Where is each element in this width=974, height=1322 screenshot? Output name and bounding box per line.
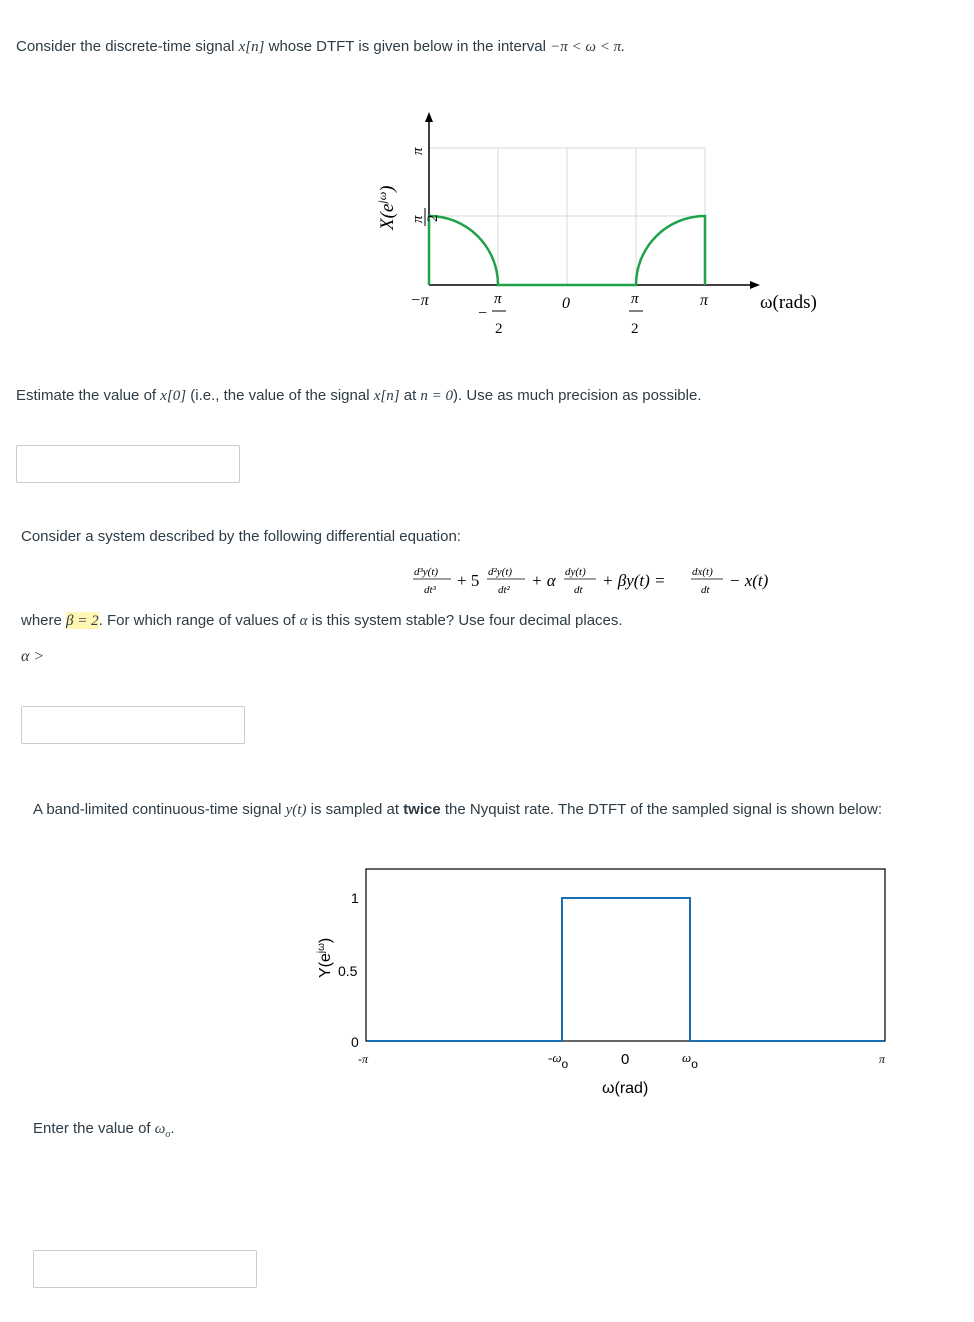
xtick-neg-pi-half: [478, 291, 506, 337]
beta-highlight: β = 2: [66, 613, 99, 629]
yaxis-arrow-icon: [425, 112, 433, 122]
y-chart-xlabel: ω(rad): [602, 1080, 649, 1097]
svg-text:+ 5: + 5: [457, 571, 480, 590]
dtft-x-chart: [0, 0, 974, 350]
xtick-neg-pi: -π: [358, 1052, 369, 1066]
svg-text:d³y(t): d³y(t): [414, 566, 439, 578]
x0-answer-input[interactable]: [16, 445, 240, 483]
svg-text:+ βy(t) =: + βy(t) =: [602, 571, 666, 590]
xtick-zero: 0: [562, 295, 570, 312]
svg-text:dt: dt: [574, 584, 583, 596]
differential-equation: [405, 562, 825, 602]
xtick-pi-half: [629, 291, 643, 337]
xtick-pi: π: [879, 1052, 886, 1066]
y-chart-ylabel: $Y(e^{j\omega})$: [316, 937, 334, 978]
q1-intro: Consider the discrete-time signal x[n] whose DTFT is given below in the interval −π < ω < π.: [16, 38, 625, 55]
svg-text:− x(t): − x(t): [729, 571, 769, 590]
xtick-pi: π: [700, 292, 709, 309]
xtick-neg-pi: −π: [410, 292, 429, 309]
svg-text:2: 2: [631, 321, 639, 337]
dtft-y-chart: [0, 850, 974, 1110]
q1-estimate-prompt: Estimate the value of x[0] (i.e., the value of the signal x[n] at n = 0). Use as much precision as possible.: [16, 387, 702, 404]
xaxis-arrow-icon: [750, 281, 760, 289]
svg-text:−: −: [478, 305, 488, 322]
q2-where: where β = 2. For which range of values of α is this system stable? Use four decimal places.: [21, 612, 623, 629]
svg-text:2: 2: [425, 214, 441, 222]
ytick-pi: π: [410, 147, 426, 155]
svg-text:π: π: [410, 215, 426, 223]
omega-o-answer-input[interactable]: [33, 1250, 257, 1288]
alpha-greater-label: α >: [21, 648, 45, 665]
svg-text:π: π: [494, 291, 502, 307]
svg-text:π: π: [631, 291, 639, 307]
ytick-0: 0: [351, 1034, 359, 1050]
svg-text:+ α: + α: [531, 571, 556, 590]
q3-intro: A band-limited continuous-time signal y(t) is sampled at twice the Nyquist rate. The DTFT of the sampled signal is shown below:: [33, 801, 883, 818]
svg-text:dt³: dt³: [424, 584, 436, 596]
y-chart-curve: [367, 898, 884, 1041]
xtick-omega-o: ωo: [682, 1050, 698, 1071]
ytick-pi-half: [410, 208, 441, 226]
q3-enter-prompt: Enter the value of $\omega_o$.: [33, 1120, 175, 1140]
ytick-0.5: 0.5: [338, 963, 358, 979]
xtick-neg-omega-o: -ωo: [548, 1050, 569, 1071]
svg-text:2: 2: [495, 321, 503, 337]
svg-text:dy(t): dy(t): [565, 566, 586, 578]
svg-text:dx(t): dx(t): [692, 566, 713, 578]
svg-text:d²y(t): d²y(t): [488, 566, 513, 578]
svg-text:dt²: dt²: [498, 584, 510, 596]
x-chart-grid: [429, 148, 705, 285]
alpha-answer-input[interactable]: [21, 706, 245, 744]
x-chart-xlabel: ω(rads): [760, 292, 817, 313]
x-chart-ylabel: $X(e^{j\omega})$: [375, 185, 398, 230]
svg-text:dt: dt: [701, 584, 710, 596]
xtick-zero: 0: [621, 1051, 630, 1068]
q2-intro: Consider a system described by the following differential equation:: [21, 528, 461, 545]
y-chart-frame: [366, 869, 885, 1041]
ytick-1: 1: [351, 890, 359, 906]
